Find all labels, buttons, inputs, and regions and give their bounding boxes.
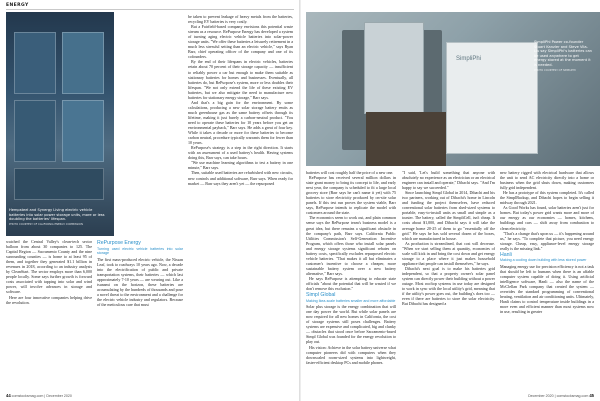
battery-rack-photo (6, 12, 114, 236)
section-divider (6, 9, 294, 10)
left-column-1 (6, 239, 92, 389)
footer-site: comstocksmag.com | December 2020 (11, 394, 72, 398)
paragraph: be taken to prevent leakage of heavy metals from the batteries, recycling EV batteries is very costly. (188, 14, 293, 25)
paragraph: The economics seem to work out, and plain common sense says the RePurpose team's business model is a great idea, but there remains a significant obstacle in the company's path, Barr says. California Public Utilities Commission's Self-Generation Incentive Program, which offers those who install solar panels and energy storage systems significant rebates on battery costs, specifically excludes repurposed electric vehicle batteries. "That makes it all but eliminates a customer's incentive to choose a cheaper, more sustainable battery system over a new battery alternative," Barr says. (306, 215, 396, 276)
paragraph: RePurpose has received several million dollars in state grant money to bring its concept to life, and early next year, the company is scheduled to fit a large local grocery store (Barr says he can't name it yet) with 75 batteries to store electricity produced by on-site solar panels. If this test run proves the system viable, Barr says, RePurpose intends to replicate the model with customers around the state. (306, 175, 396, 216)
subhead-simpl-global: Simpl Global (306, 292, 336, 299)
right-photo-caption (534, 40, 592, 73)
left-column-2 (97, 239, 183, 389)
paragraph: By the end of their lifespans in electric vehicles, batteries retain about 70 percent of their storage capacity — insufficient to reliably power a car but enough to make them suitable as stationary batteries for homes and businesses. Eventually, all batteries do, but RePurpose's system, more or less doubles their lifespan. "We not only extend the life of these existing EV batteries, but we also mitigate the need to manufacture new batteries for stationary energy storage," Barr says. (188, 59, 293, 100)
paragraph: Dibachi's next goal is to make his batteries grid independent, so that a property owner's solar panel system can directly power their building without a power outage. Most rooftop systems in use today are designed to work in sync with the local utility's grid, meaning that if the utility's power goes out, the building's does too — even if there are batteries to store the solar electricity. But Dibachi has designed a (402, 265, 495, 307)
right-column-3 (500, 170, 594, 390)
paragraph: As Good Works has found, solar batteries aren't just for homes. But today's power grid wants more and more of our energy as our economies — homes, kitchens, buildings and cars — shift away from combustion to clean electricity. (500, 205, 594, 231)
paragraph: Here are four innovative companies helping drive the revolution. (6, 294, 92, 305)
paragraph: He has a prototype of this system completed. It's called the SimplBackup, and Dibachi hopes to begin selling it midway through 2021. (500, 190, 594, 206)
page-number: 45 (589, 393, 594, 398)
paragraph: RePurpose's strategy is a step in the right direction. It starts with an assessment of a used battery's health. Having systems doing this, Barr says, can take hours. (188, 145, 293, 161)
paragraph: And that's a big gain for the environment. By some calculations, producing a new solar storage battery emits as much greenhouse gas as the same battery offsets through its lifetime, making it just barely a carbon-neutral product. "You need to operate these batteries for 10 years before you get an environmental payback," Barr says. He adds a great of four key. While it takes a decade or more for these batteries to become carbon neutral, procedure typically warrants them for fewer than 10 years. (188, 99, 293, 146)
simpliphi-label: SimpliPhi (456, 56, 482, 62)
section-label: ENERGY (6, 3, 29, 8)
right-photo-credit: PHOTO COURTESY OF SIMPLIPHI (534, 68, 576, 72)
paragraph: "I said, 'Let's build something that anyone with absolutely no experience as an electrician or an electrical engineer can install and operate," Dibachi says. "And I'm happy to say we succeeded." (402, 170, 495, 191)
paragraph: Then, suitable used batteries are refurbished with new circuits, new controls and additional software, Barr says. When ready for market — Barr says they aren't yet — the repurposed (188, 170, 293, 186)
simpliphi-battery-photo (306, 12, 600, 166)
paragraph: "We use machine learning algorithms to test a battery in one minute," Barr says. (188, 160, 293, 171)
page-number: 44 (6, 393, 11, 398)
right-page (300, 0, 600, 401)
paragraph: Solar plus storage is the energy combination that will one day power the world. But while solar panels are now required for all new homes in California, the cost of storage systems still poses challenges. Battery systems are expensive and complicated, big and clunky — obstacles that stood once before Sacramento-based Simpl Global was founded for the energy revolution to play out. (306, 304, 396, 345)
paragraph: His vision: Achieve in the solar battery universe what computer pioneers did with computers when they downscaled room-sized systems into lightweight, faster-efficient desktop PCs and mobile phones. (306, 344, 396, 365)
paragraph: Since launching Simpl Global in 2014, Dibachi and his two partners, working out of Dibachi's home in Lincoln and funding the project themselves, have reduced conventional solar batteries from shed-sized systems to portable, easy-to-install units as small and simple as a toaster. The battery, called the SimpliCell, isn't cheap. It costs about $1,000, and Dibachi says it will take the average home 20-25 of them to go "essentially off the grid." He says he has sold several dozen of the boxes, which are manufactured in house. (402, 190, 495, 241)
right-column-1 (306, 170, 396, 390)
paragraph: "That's a change that's upon us — it's happening around us," he says. "To complete that picture, you need energy storage. Cheap, easy, appliance-level energy storage really is the missing link." (500, 230, 594, 251)
deck-hanli: Making a cooling down building with less stored power (500, 258, 587, 263)
paragraph: batteries will cost roughly half the price of a new one. (306, 170, 394, 175)
left-caption-text: Hempsteel and Synergy Living electric vehicle batteries into solar power storage units, more or less doubling the batteries' lifespan. (9, 208, 105, 222)
paragraph: Managing energy use for precision efficiency is not a task that should be left to humans when there is an affable computer system capable of doing it. Using artificial intelligence software, Hanli — also the name of the McClellan Park company that created the system — overrides the standard programming of conventional heating, ventilation and air conditioning units. Ultimately, Hanli claims to control temperature inside buildings in a more even and efficient manner than most systems now in use, resulting in greater (500, 263, 594, 315)
left-footer (6, 393, 72, 398)
paragraph: As production is streamlined, that cost will decrease. "When we start selling them at quantity, economies of scale will kick in and bring the cost down and get energy storage to a place where it just makes household appliance that people can install themselves," he says. (402, 240, 495, 266)
left-photo-credit: PHOTO COURTESY OF CALIFORNIA ENERGY COMMISSION (9, 222, 83, 226)
left-photo-caption (9, 208, 109, 227)
paragraph: new battery rigged with electrical hardware that allows the unit to send AC electricity directly into a home or business when the grid shuts down, making customers fully grid independent. (500, 170, 594, 191)
left-column-3 (188, 14, 293, 389)
paragraph: But a Fairfield-based company envisions this potential waste stream as a resource. RePurpose Energy has developed a system of turning aging electric vehicle batteries into solar-power storage units. "We offer these batteries a leisurely retirement in a much less stressful setting than an electric vehicle," says Ryan Barr, chief operating officer of the company and one of its cofounders. (188, 24, 293, 60)
deck-repurpose-energy: Turning used electric vehicle batteries into solar storage (97, 246, 183, 255)
right-caption-text: SimpliPhi Power co-founder Stuart Kanzler and Steve Vila-Liu say SimpliPhi's batteries can be used anywhere to get energy stored at the moment it is needed. (534, 40, 592, 67)
right-column-2 (402, 170, 495, 390)
subhead-hanli: Hanli (500, 251, 512, 258)
deck-simpl-global: Making Ikea-scale batteries smaller and more affordable (306, 298, 396, 303)
subhead-repurpose-energy: RePurpose Energy (97, 240, 141, 246)
paragraph: He says RePurpose is attempting to educate state officials "about the potential that will be wasted if we don't remove this exclusion." (306, 275, 396, 292)
paragraph: The first mass-produced electric vehicle, the Nissan Leaf, took to roadways 10 years ago. Now, a decade into the electrification of public and private transportation systems, their batteries — which last approximately 7-10 years — are wearing out. Like a tsunami on the horizon, these batteries are accumulating by the hundreds of thousands and pose a novel threat to the environment and a challenge for the electric vehicle industry and regulators. Because of the meticulous care that must (97, 256, 183, 307)
footer-site: December 2020 | comstocksmag.com (528, 394, 589, 398)
paragraph: watched the Central Valley's clean-tech sector balloon from about 30 companies to 125. The Capital Region — Sacramento County and the nine surrounding counties — is home to at least 95 of them, and together they generated $1.1 billion in revenues in 2018, according to an industry analysis by CleanStart. The sector employs more than 6,000 people locally. Some says further growth is forward costs associated with tapping into solar and wind power, will involve advances in storage and software. (6, 239, 92, 295)
right-footer (528, 393, 594, 398)
